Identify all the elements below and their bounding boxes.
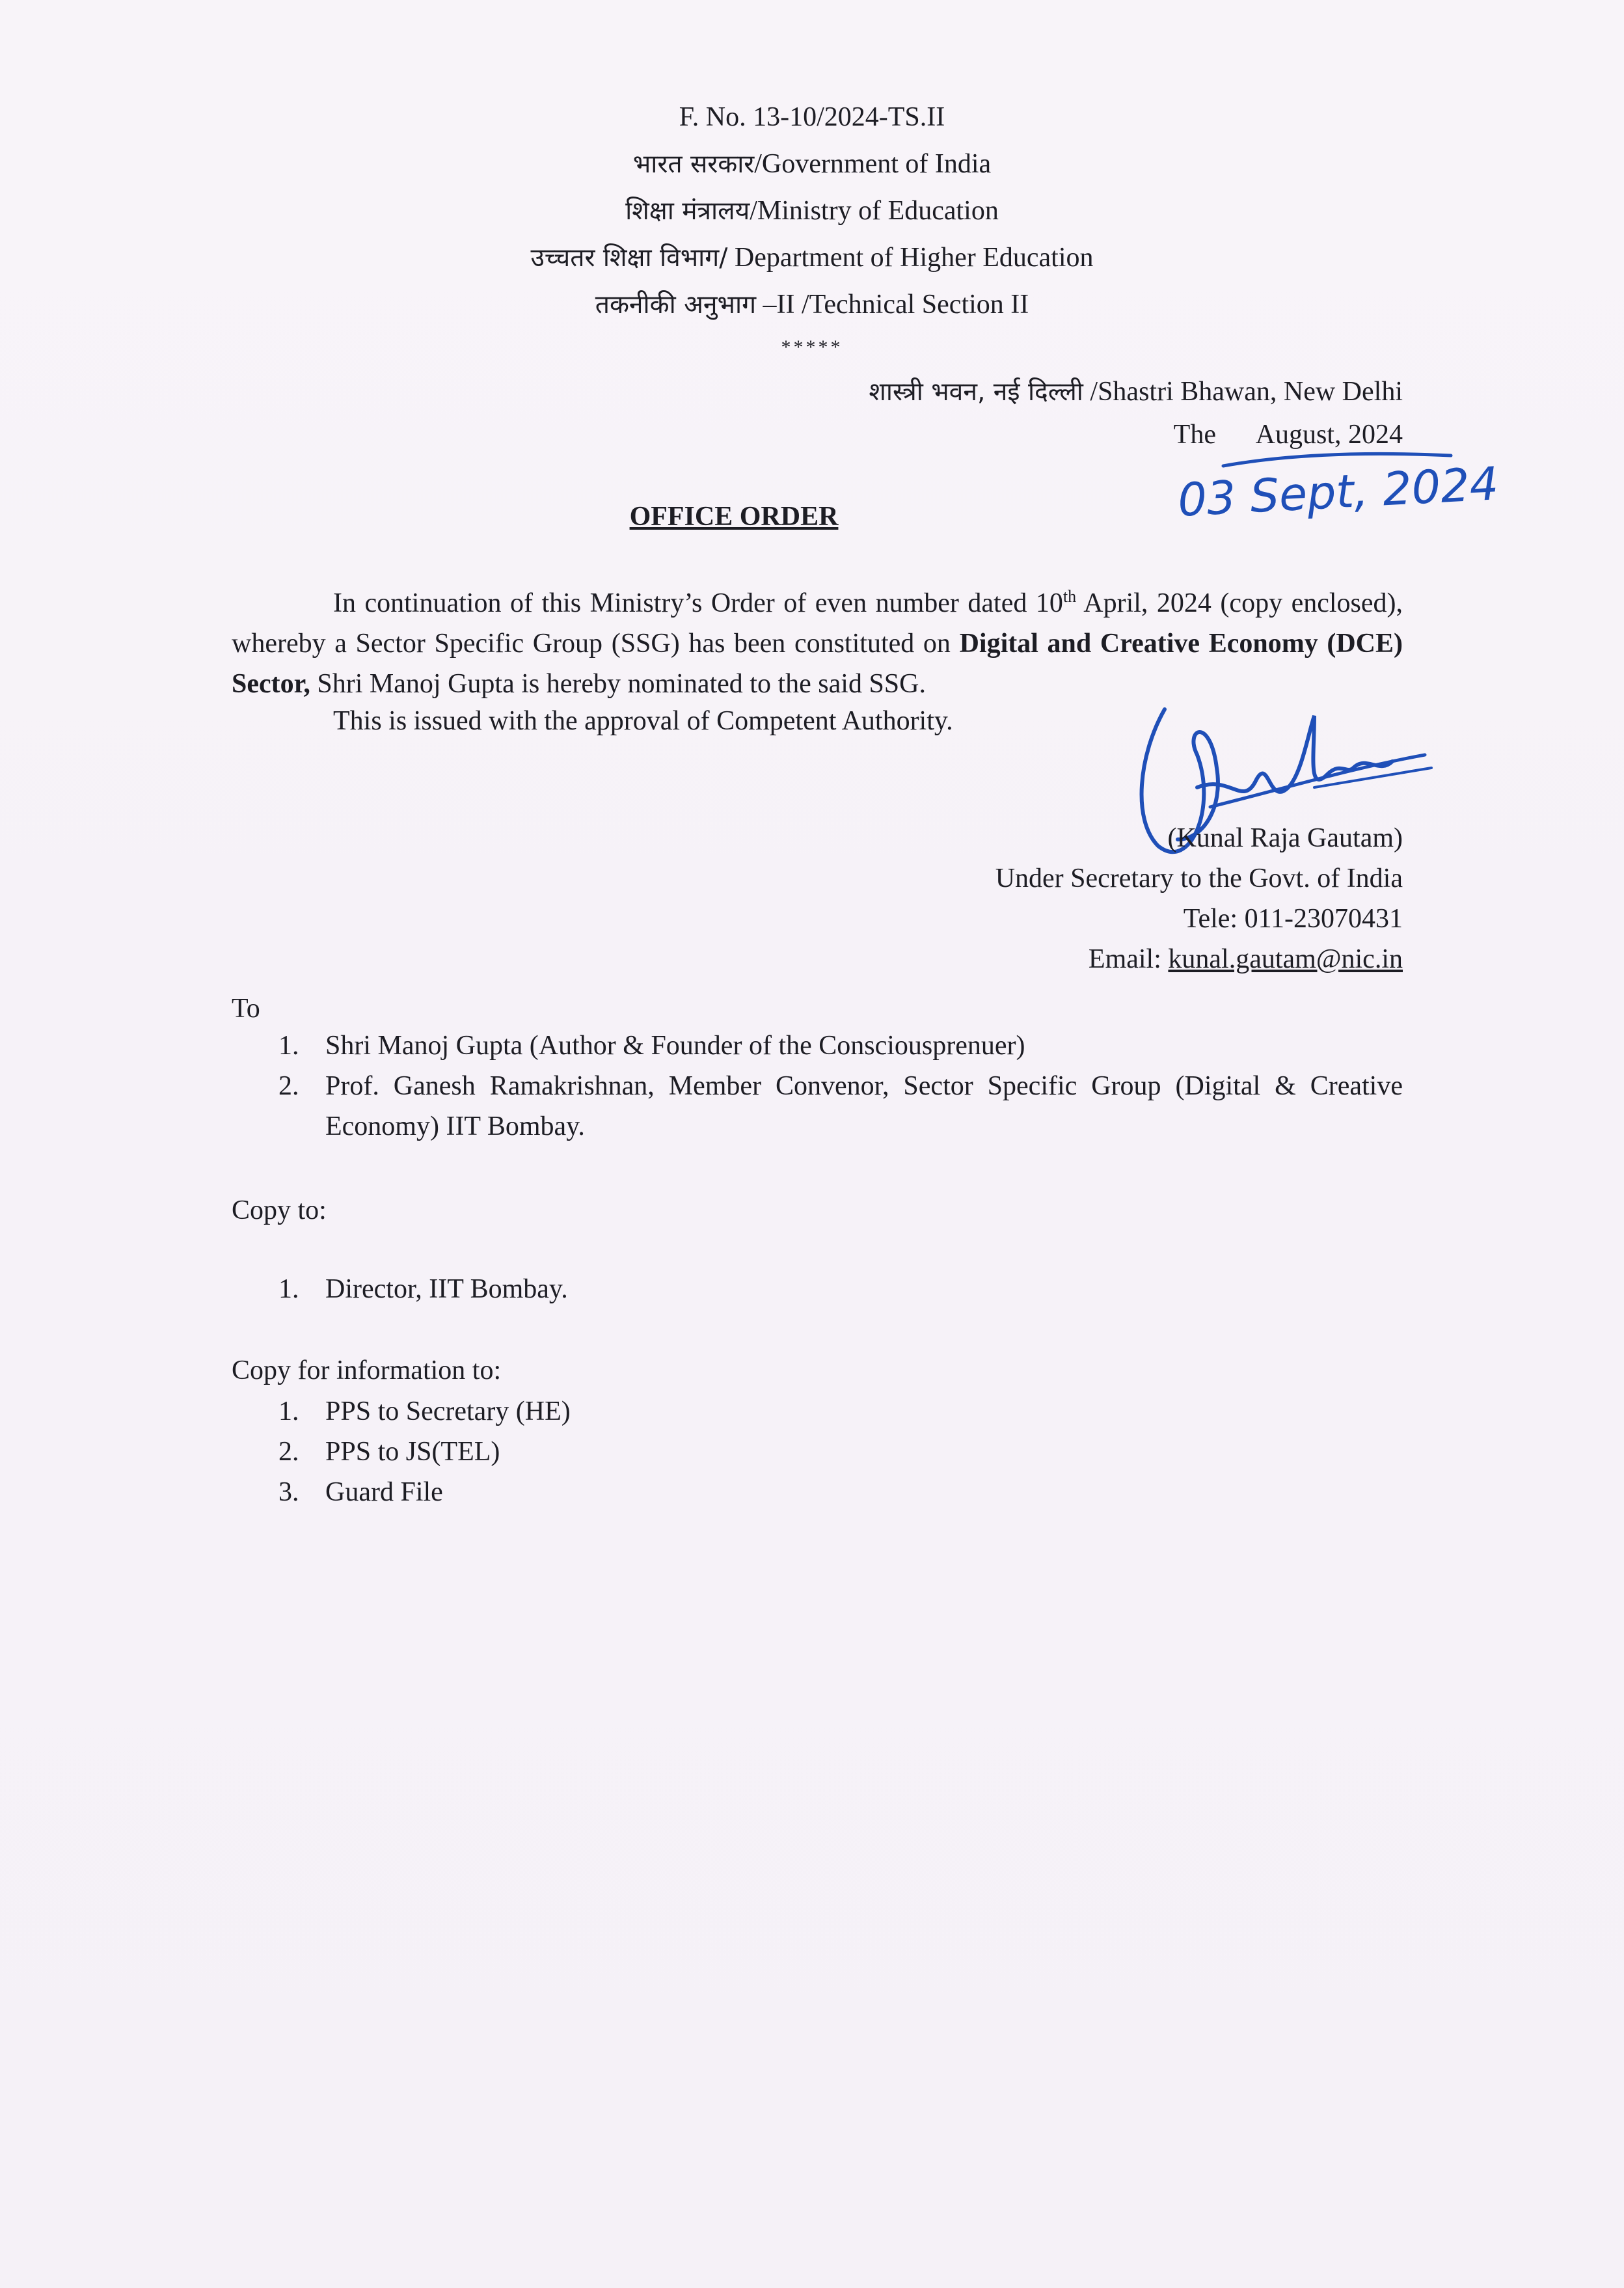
list-number: 1. [278, 1031, 299, 1061]
list-item [278, 1472, 1403, 1512]
list-text: PPS to Secretary (HE) [325, 1396, 571, 1426]
copy-to-list [278, 1269, 1403, 1309]
to-label: To [232, 994, 260, 1024]
place-line [869, 375, 1403, 409]
signatory-designation: Under Secretary to the Govt. of India [995, 864, 1403, 893]
place-hindi: शास्त्री भवन, नई दिल्ली [869, 377, 1083, 407]
list-item [278, 1026, 1403, 1066]
government-english: /Government of India [754, 149, 992, 179]
place-english: /Shastri Bhawan, New Delhi [1083, 377, 1403, 407]
ministry-hindi: शिक्षा मंत्रालय [625, 197, 750, 226]
printed-date: The August, 2024 [1173, 420, 1403, 450]
department-line [0, 241, 1624, 275]
list-item [278, 1066, 1403, 1147]
office-order-title: OFFICE ORDER [629, 502, 839, 532]
handwritten-date: 03 Sept, 2024 [1176, 457, 1500, 527]
section-hindi: तकनीकी अनुभाग [595, 290, 757, 320]
ministry-line [0, 194, 1624, 228]
list-item [278, 1432, 1403, 1472]
list-item [278, 1269, 1403, 1309]
email-label: Email: [1088, 944, 1169, 974]
body-bold-sector: Digital and Creative Economy (DCE) Sector, [232, 629, 1403, 699]
list-text: Shri Manoj Gupta (Author & Founder of the Consciousprenuer) [325, 1031, 1025, 1061]
body-superscript: th [1062, 587, 1077, 606]
government-hindi: भारत सरकार [632, 150, 755, 179]
copy-to-label: Copy to: [232, 1195, 327, 1225]
body-text-a: In continuation of this Ministry’s Order of even number dated 10 [333, 588, 1063, 618]
section-line [0, 288, 1624, 322]
copy-info-list [278, 1391, 1403, 1512]
list-text: Prof. Ganesh Ramakrishnan, Member Convenor, Sector Specific Group (Digital & Creative Economy) IIT Bombay. [325, 1071, 1403, 1141]
body-paragraph-2: This is issued with the approval of Competent Authority. [333, 706, 953, 736]
list-item [278, 1391, 1403, 1432]
list-number: 3. [278, 1477, 299, 1507]
department-english: Department of Higher Education [727, 243, 1094, 273]
list-text: Guard File [325, 1477, 443, 1507]
list-number: 2. [278, 1437, 299, 1467]
list-number: 2. [278, 1071, 299, 1101]
copy-info-label: Copy for information to: [232, 1355, 502, 1385]
signatory-name: (Kunal Raja Gautam) [1167, 823, 1403, 853]
list-text: Director, IIT Bombay. [325, 1274, 568, 1304]
list-text: PPS to JS(TEL) [325, 1437, 500, 1467]
signatory-email-line [1089, 942, 1403, 976]
separator-stars: ***** [781, 336, 843, 358]
government-line [0, 147, 1624, 182]
department-hindi: उच्चतर शिक्षा विभाग/ [530, 243, 728, 273]
section-english: –II /Technical Section II [756, 290, 1029, 320]
list-number: 1. [278, 1274, 299, 1304]
file-number: F. No. 13-10/2024-TS.II [679, 102, 945, 132]
email-link[interactable]: kunal.gautam@nic.in [1168, 944, 1403, 974]
ministry-english: /Ministry of Education [750, 196, 999, 226]
body-text-b: April, 2024 (copy enclosed), whereby a Sector Specific Group (SSG) has been constituted on [232, 588, 1403, 659]
list-number: 1. [278, 1396, 299, 1426]
body-text-c: Shri Manoj Gupta is hereby nominated to the said SSG. [310, 669, 926, 699]
signatory-phone: Tele: 011-23070431 [1183, 904, 1403, 934]
to-list [278, 1026, 1403, 1147]
